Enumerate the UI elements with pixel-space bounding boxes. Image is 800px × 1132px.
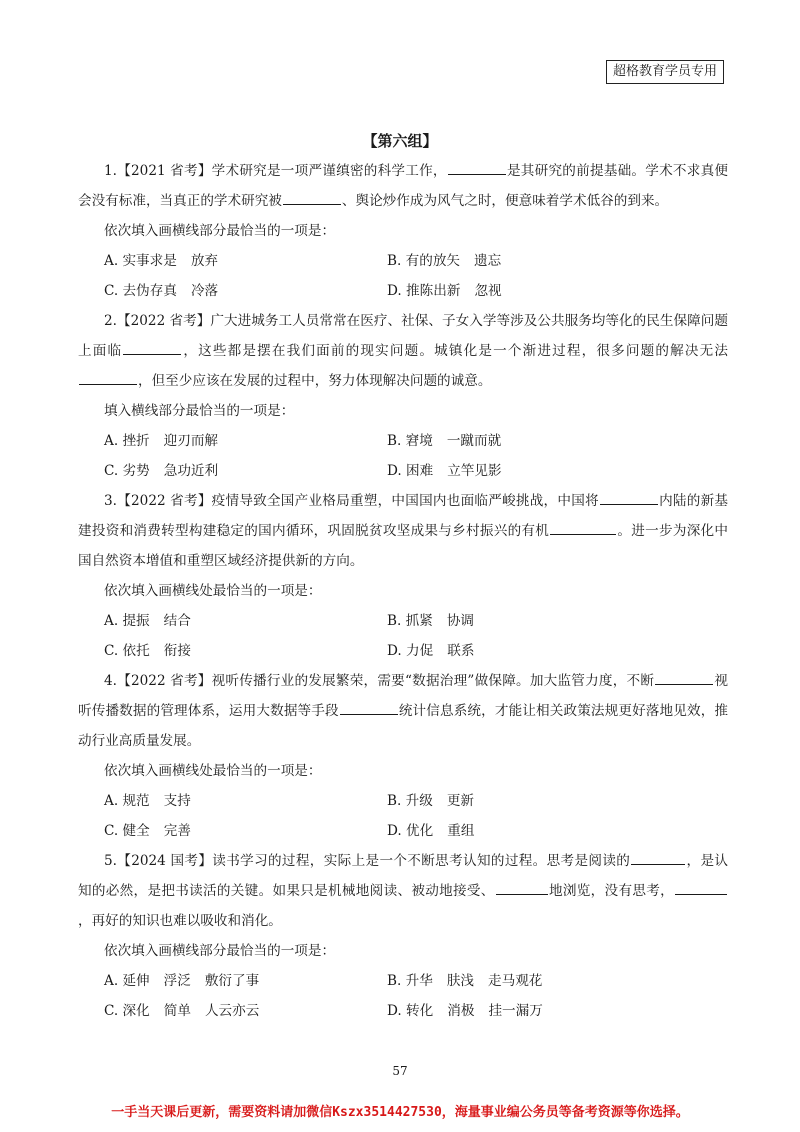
option-label: B. 窘境 <box>387 433 433 449</box>
option-word: 人云亦云 <box>204 1003 260 1019</box>
option-grid <box>104 606 728 666</box>
fill-blank <box>496 880 548 895</box>
option-grid <box>104 966 728 1026</box>
question-prompt: 依次填入画横线处最恰当的一项是： <box>104 763 322 779</box>
option-b <box>387 786 670 816</box>
option-label: C. 依托 <box>104 643 150 659</box>
option-word: 协调 <box>446 613 475 629</box>
stem-text: 统计信息系统，才能让相关政策法规更好落地见效，推动行业高质量发展。 <box>78 703 729 749</box>
option-label: B. 抓紧 <box>387 613 433 629</box>
stem-text: ，这些都是摆在我们面前的现实问题。城镇化是一个渐进过程，很多问题的解决无法 <box>182 343 728 359</box>
option-a <box>104 786 387 816</box>
fill-blank <box>631 850 685 865</box>
stem-text: 地浏览，没有思考， <box>548 883 675 899</box>
fill-blank <box>448 160 506 175</box>
option-label: D. 优化 <box>387 823 434 839</box>
option-c <box>104 816 387 846</box>
fill-blank <box>79 370 137 385</box>
option-label: D. 力促 <box>387 643 434 659</box>
option-word: 消极 <box>447 1003 475 1019</box>
option-b <box>387 246 670 276</box>
question-list <box>78 156 728 1026</box>
option-b <box>387 606 670 636</box>
page-number: 57 <box>392 1064 408 1078</box>
option-word: 急功近利 <box>163 463 219 479</box>
option-grid <box>104 246 728 306</box>
option-word: 简单 <box>163 1003 191 1019</box>
stem-text: 。进一步为深化中国自然资本增值和重塑区域经济提供新的方向。 <box>78 523 728 569</box>
fill-blank <box>340 700 398 715</box>
option-word: 衔接 <box>163 643 191 659</box>
fill-blank <box>550 520 616 535</box>
fill-blank <box>675 880 727 895</box>
option-d <box>387 276 670 306</box>
option-label: C. 健全 <box>104 823 150 839</box>
option-grid <box>104 426 728 486</box>
stem-text: 1.【2021 省考】学术研究是一项严谨缜密的科学工作， <box>104 163 447 179</box>
option-label: B. 升华 <box>387 973 433 989</box>
option-label: A. 延伸 <box>104 973 150 989</box>
question-stem <box>78 846 728 936</box>
question-stem <box>78 486 728 576</box>
question-stem <box>78 666 728 756</box>
option-label: A. 实事求是 <box>104 253 177 269</box>
stem-text: 视听传播数据的管理体系，运用大数据等手段 <box>78 673 728 719</box>
question-1 <box>78 156 728 306</box>
option-a <box>104 246 387 276</box>
question-3 <box>78 486 728 666</box>
option-b <box>387 426 670 456</box>
option-label: D. 困难 <box>387 463 434 479</box>
option-d <box>387 456 670 486</box>
question-prompt: 依次填入画横线部分最恰当的一项是： <box>104 943 336 959</box>
option-c <box>104 996 387 1026</box>
stem-text: ，再好的知识也难以吸收和消化。 <box>78 913 282 929</box>
stem-text: 2.【2022 省考】广大进城务工人员常常在医疗、社保、子女入学等涉及公共服务均等化的民生保障问题上面临 <box>78 313 728 359</box>
option-label: A. 规范 <box>104 793 150 809</box>
option-a <box>104 426 387 456</box>
option-label: C. 深化 <box>104 1003 150 1019</box>
option-word: 放弃 <box>190 253 219 269</box>
option-word: 冷落 <box>190 283 219 299</box>
question-2 <box>78 306 728 486</box>
group-title: 【第六组】 <box>362 132 438 150</box>
option-word: 支持 <box>163 793 191 809</box>
student-only-stamp: 超格教育学员专用 <box>606 60 724 84</box>
option-word: 挂一漏万 <box>488 1003 543 1019</box>
option-d <box>387 636 670 666</box>
footer-contact-note: 一手当天课后更新，需要资料请加微信Kszx3514427530，海量事业编公务员等备考资源等你选择。 <box>111 1105 689 1120</box>
option-word: 联系 <box>447 643 475 659</box>
option-label: C. 劣势 <box>104 463 150 479</box>
option-word: 重组 <box>447 823 475 839</box>
option-d <box>387 816 670 846</box>
option-word: 完善 <box>163 823 191 839</box>
option-d <box>387 996 670 1026</box>
option-grid <box>104 786 728 846</box>
option-label: D. 转化 <box>387 1003 434 1019</box>
option-word: 走马观花 <box>488 973 543 989</box>
option-a <box>104 606 387 636</box>
option-label: B. 升级 <box>387 793 433 809</box>
question-4 <box>78 666 728 846</box>
option-c <box>104 456 387 486</box>
question-stem <box>78 306 728 396</box>
option-word: 立竿见影 <box>447 463 502 479</box>
option-word: 忽视 <box>474 283 502 299</box>
question-prompt: 填入横线部分最恰当的一项是： <box>104 403 295 419</box>
option-label: D. 推陈出新 <box>387 283 461 299</box>
option-word: 更新 <box>446 793 475 809</box>
stem-text: 是其研究的前提基础。学术不求真便会没有标准，当真正的学术研究被 <box>78 163 728 209</box>
option-label: B. 有的放矢 <box>387 253 461 269</box>
option-word: 敷衍了事 <box>204 973 260 989</box>
stem-text: 5.【2024 国考】读书学习的过程，实际上是一个不断思考认知的过程。思考是阅读的 <box>104 853 631 869</box>
stem-text: ，是认知的必然，是把书读活的关键。如果只是机械地阅读、被动地接受、 <box>78 853 728 899</box>
stem-text: 4.【2022 省考】视听传播行业的发展繁荣，需要“数据治理”做保障。加大监管力度，不断 <box>104 673 655 689</box>
option-word: 浮泛 <box>163 973 191 989</box>
option-word: 迎刃而解 <box>163 433 219 449</box>
fill-blank <box>600 490 658 505</box>
option-word: 结合 <box>163 613 191 629</box>
fill-blank <box>283 190 341 205</box>
option-word: 一蹴而就 <box>446 433 502 449</box>
option-c <box>104 276 387 306</box>
stem-text: 3.【2022 省考】疫情导致全国产业格局重塑，中国国内也面临严峻挑战，中国将 <box>104 493 599 509</box>
option-a <box>104 966 387 996</box>
stem-text: 内陆的新基建投资和消费转型构建稳定的国内循环，巩固脱贫攻坚成果与乡村振兴的有机 <box>78 493 728 539</box>
fill-blank <box>655 670 713 685</box>
option-label: A. 挫折 <box>104 433 150 449</box>
option-c <box>104 636 387 666</box>
option-label: A. 提振 <box>104 613 150 629</box>
fill-blank <box>123 340 181 355</box>
question-stem <box>78 156 728 216</box>
option-word: 遗忘 <box>474 253 502 269</box>
option-word: 肤浅 <box>446 973 475 989</box>
stem-text: 、舆论炒作成为风气之时，便意味着学术低谷的到来。 <box>341 193 669 209</box>
question-prompt: 依次填入画横线部分最恰当的一项是： <box>104 223 336 239</box>
option-label: C. 去伪存真 <box>104 283 177 299</box>
stem-text: ，但至少应该在发展的过程中，努力体现解决问题的诚意。 <box>138 373 492 389</box>
question-prompt: 依次填入画横线处最恰当的一项是： <box>104 583 322 599</box>
option-b <box>387 966 670 996</box>
question-5 <box>78 846 728 1026</box>
